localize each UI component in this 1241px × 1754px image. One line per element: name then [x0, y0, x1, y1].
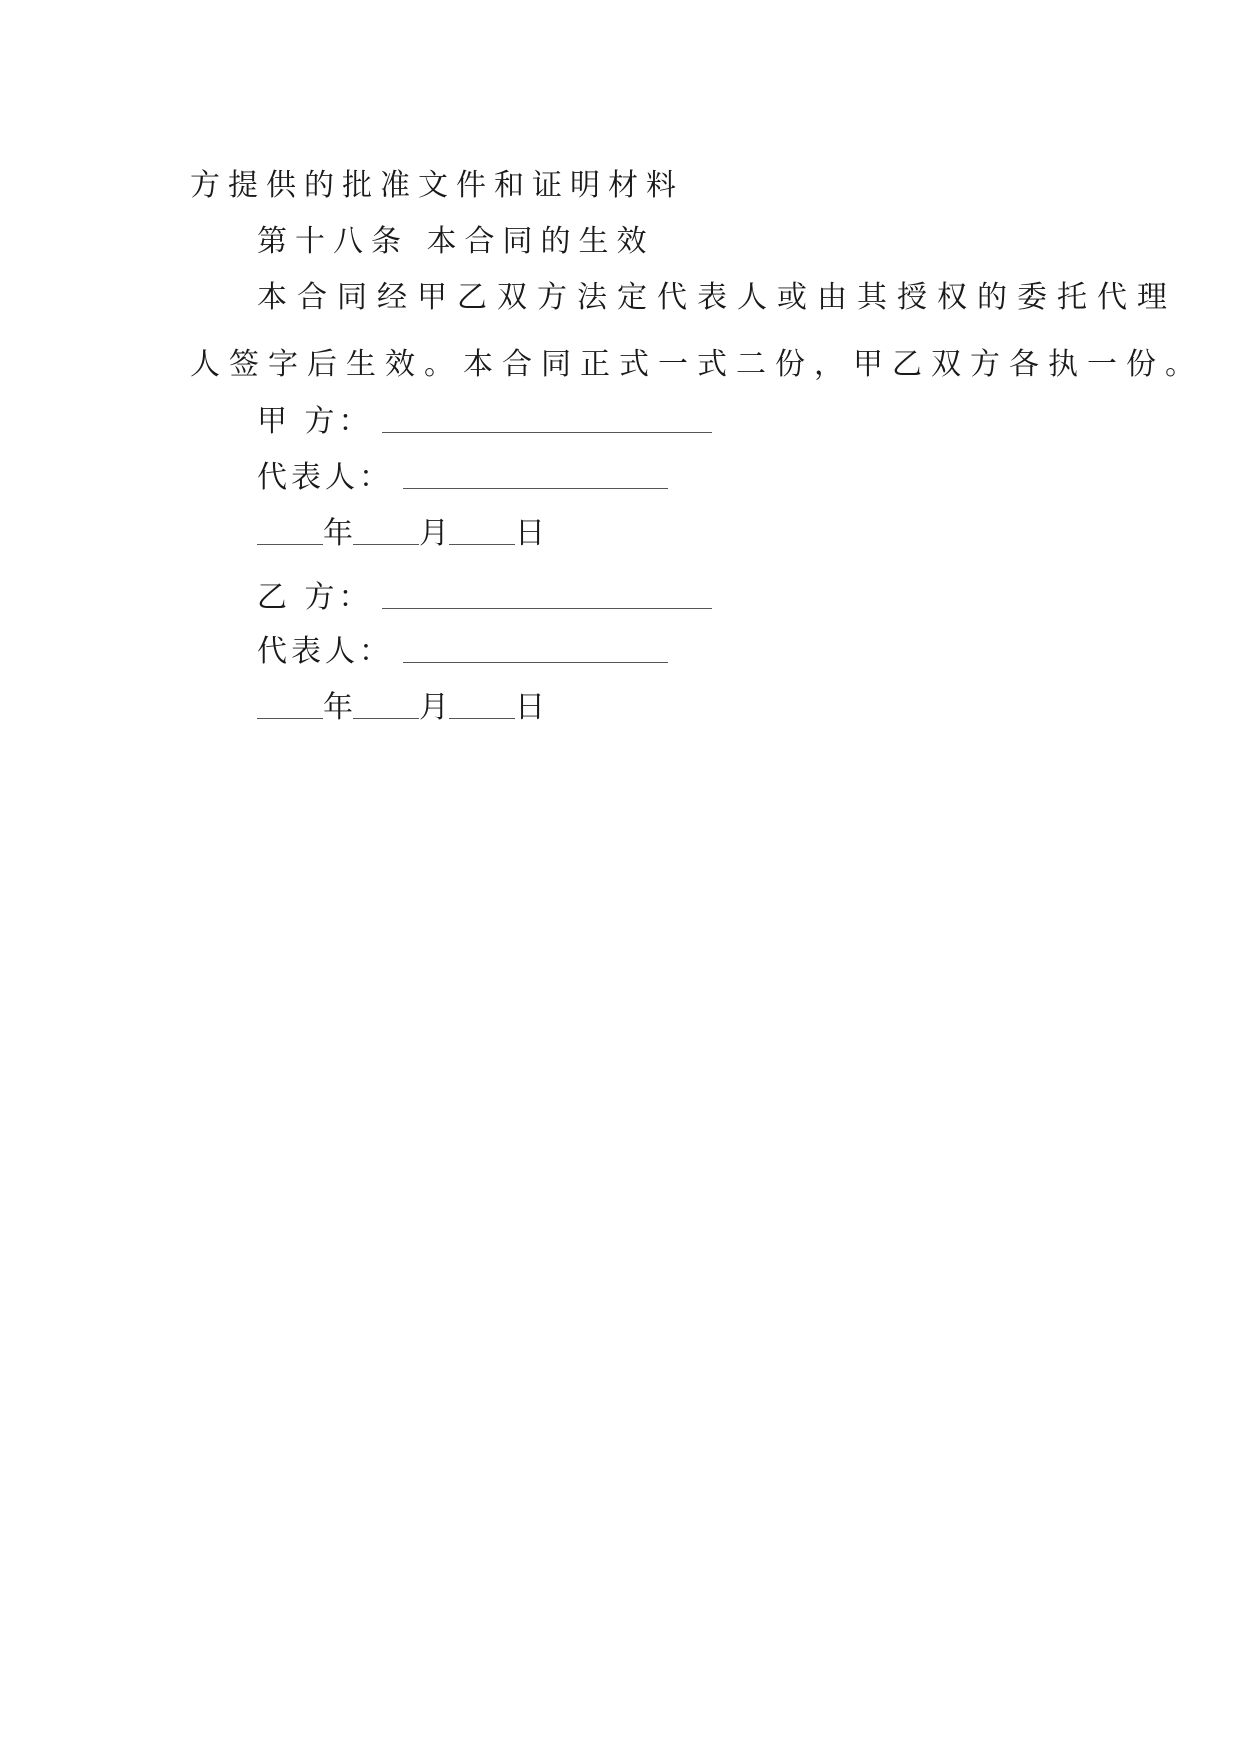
party-a-row [257, 402, 712, 442]
article-18-heading-text: 第十八条 本合同的生效 [257, 224, 655, 259]
party-b-month-blank[interactable] [353, 692, 419, 719]
article-18-body-line-2 [190, 345, 1204, 385]
party-a-year-blank[interactable] [257, 518, 323, 545]
paragraph-continued [190, 166, 684, 206]
party-b-day-blank[interactable] [449, 692, 515, 719]
party-b-rep-blank[interactable] [403, 636, 668, 663]
party-b-label: 乙 方： [257, 580, 373, 615]
party-b-year-label: 年 [323, 690, 353, 725]
party-a-day-blank[interactable] [449, 518, 515, 545]
article-18-heading [257, 222, 655, 262]
party-a-month-label: 月 [419, 516, 449, 551]
party-a-rep-row [257, 458, 668, 498]
party-a-blank[interactable] [382, 406, 712, 433]
party-a-day-label: 日 [515, 516, 545, 551]
party-a-year-label: 年 [323, 516, 353, 551]
article-18-body-line-2-text: 人签字后生效。本合同正式一式二份，甲乙双方各执一份。 [190, 347, 1204, 382]
party-b-rep-row [257, 632, 668, 672]
party-b-year-blank[interactable] [257, 692, 323, 719]
party-b-month-label: 月 [419, 690, 449, 725]
party-a-date-row [257, 514, 545, 554]
party-b-blank[interactable] [382, 582, 712, 609]
party-a-label: 甲 方： [257, 404, 373, 439]
party-a-month-blank[interactable] [353, 518, 419, 545]
party-a-rep-label: 代表人： [257, 460, 393, 495]
party-b-date-row [257, 688, 545, 728]
party-b-day-label: 日 [515, 690, 545, 725]
party-b-row [257, 578, 712, 618]
paragraph-continued-text: 方提供的批准文件和证明材料 [190, 168, 684, 203]
party-a-rep-blank[interactable] [403, 462, 668, 489]
party-b-rep-label: 代表人： [257, 634, 393, 669]
article-18-body-line-1-text: 本合同经甲乙双方法定代表人或由其授权的委托代理 [257, 280, 1177, 315]
article-18-body-line-1 [257, 278, 1177, 318]
